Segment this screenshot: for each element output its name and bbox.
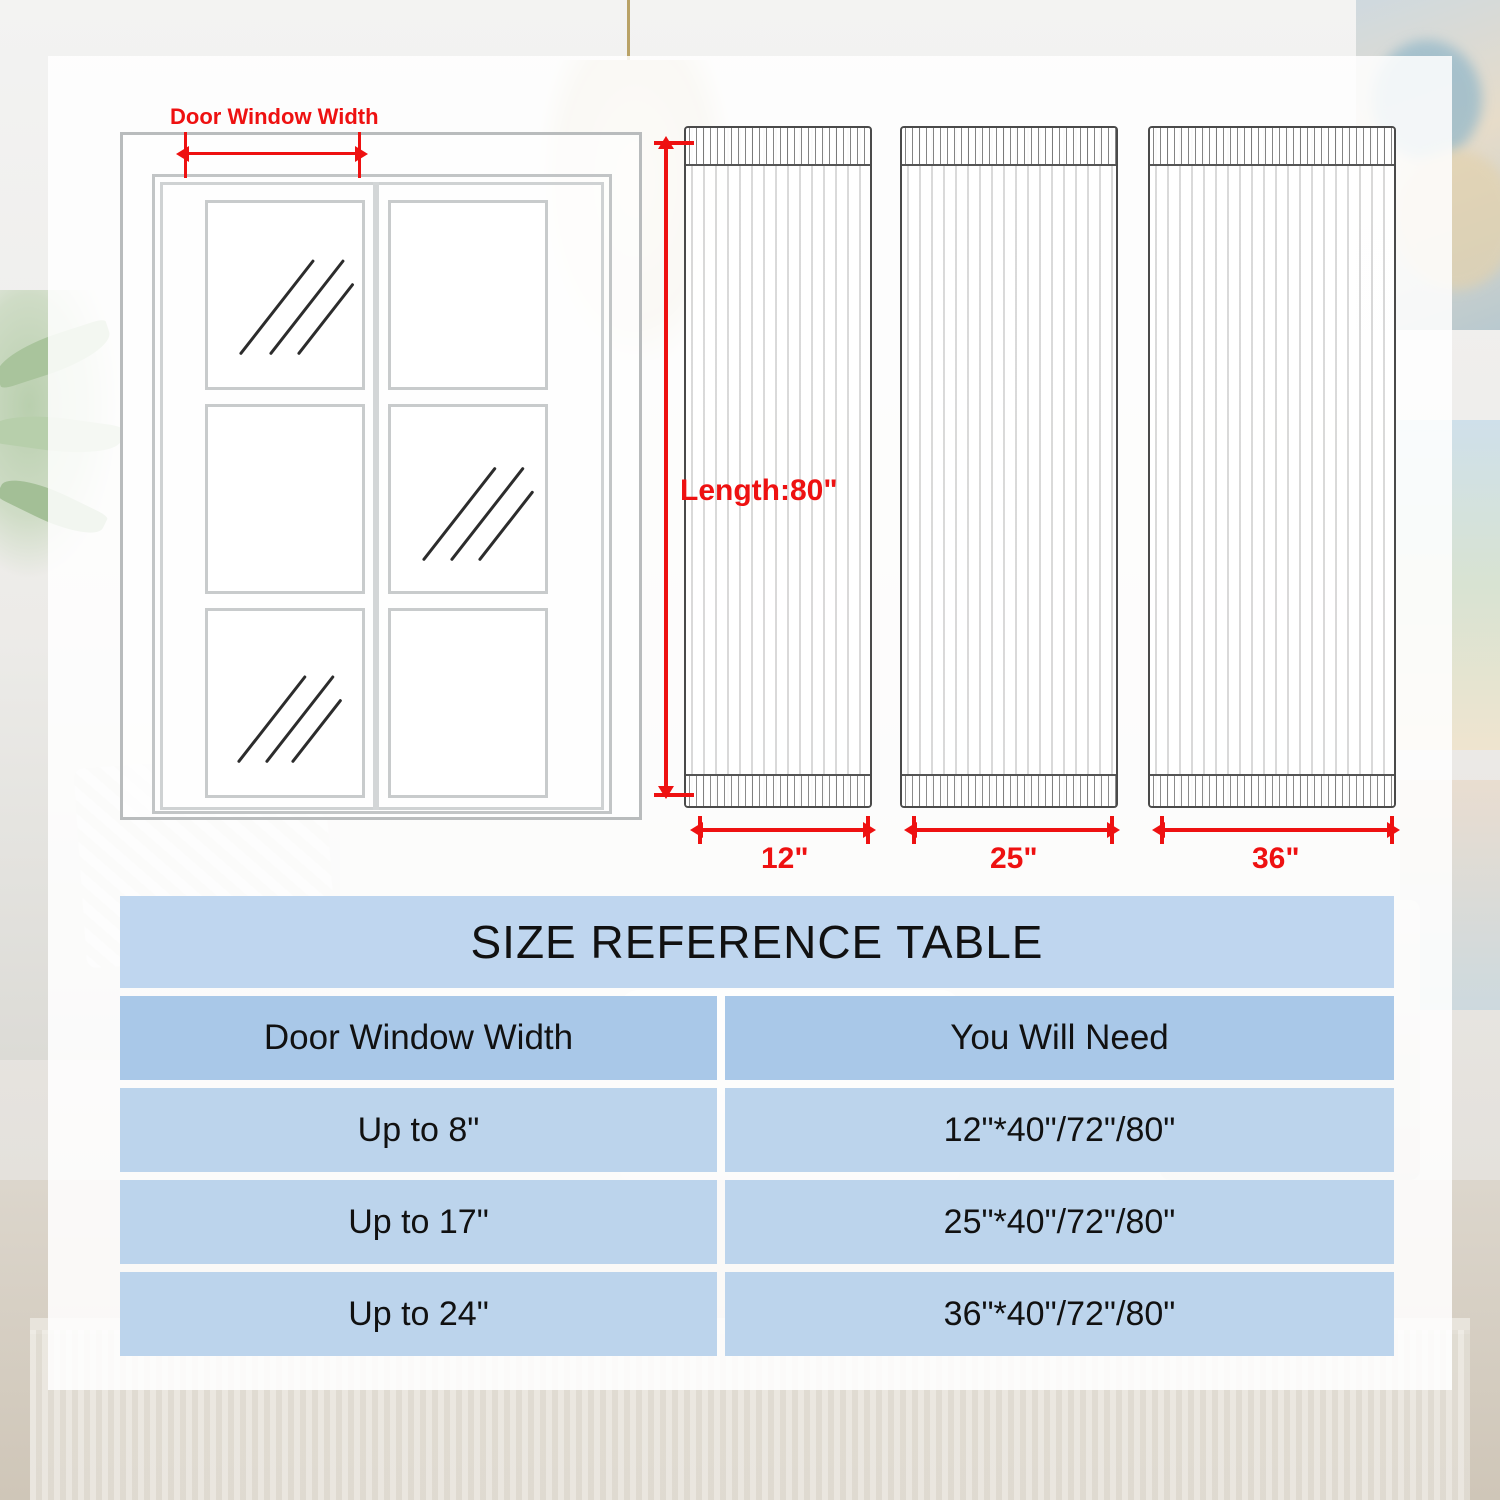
curtain-36in-arrow-right bbox=[1387, 822, 1400, 838]
table-cell-width-2: Up to 17" bbox=[120, 1180, 717, 1264]
length-line bbox=[664, 144, 668, 794]
curtain-25in-hem bbox=[902, 774, 1116, 806]
table-cell-width-1: Up to 8" bbox=[120, 1088, 717, 1172]
door-diagram bbox=[120, 132, 642, 820]
table-cell-width-3: Up to 24" bbox=[120, 1272, 717, 1356]
curtain-12in-width-label: 12" bbox=[761, 842, 809, 875]
door-pane-left-middle bbox=[205, 404, 365, 594]
curtain-25in-arrow-left bbox=[904, 822, 917, 838]
curtain-36in-width-line bbox=[1162, 828, 1390, 832]
curtain-12in-width-line bbox=[700, 828, 866, 832]
door-pane-right-middle bbox=[388, 404, 548, 594]
door-width-arrow-left bbox=[176, 146, 189, 162]
curtain-12in-arrow-left bbox=[690, 822, 703, 838]
table-row bbox=[120, 1088, 1394, 1172]
curtain-25in-width-line bbox=[914, 828, 1110, 832]
table-row bbox=[120, 1180, 1394, 1264]
door-pane-right-top bbox=[388, 200, 548, 390]
curtain-36in-hem bbox=[1150, 774, 1394, 806]
curtain-25in-arrow-right bbox=[1107, 822, 1120, 838]
door-pane-left-top bbox=[205, 200, 365, 390]
door-pane-left-bottom bbox=[205, 608, 365, 798]
size-reference-table bbox=[120, 896, 1394, 1356]
table-cell-need-3: 36"*40"/72"/80" bbox=[725, 1272, 1394, 1356]
door-pane-right-bottom bbox=[388, 608, 548, 798]
curtain-12in-hem bbox=[686, 774, 870, 806]
table-cell-need-2: 25"*40"/72"/80" bbox=[725, 1180, 1394, 1264]
length-arrow-up bbox=[658, 136, 674, 149]
door-width-label: Door Window Width bbox=[170, 104, 379, 129]
curtain-25in bbox=[900, 126, 1118, 808]
table-header-row bbox=[120, 996, 1394, 1080]
table-header-door-window-width: Door Window Width bbox=[120, 996, 717, 1080]
length-arrow-down bbox=[658, 786, 674, 799]
table-title: SIZE REFERENCE TABLE bbox=[120, 896, 1394, 988]
table-header-you-will-need: You Will Need bbox=[725, 996, 1394, 1080]
length-label: Length:80" bbox=[680, 474, 838, 507]
curtain-36in-arrow-left bbox=[1152, 822, 1165, 838]
door-mullion bbox=[373, 182, 379, 810]
curtain-36in-width-label: 36" bbox=[1252, 842, 1300, 875]
curtain-12in bbox=[684, 126, 872, 808]
curtain-12in-header bbox=[686, 128, 870, 166]
curtain-36in bbox=[1148, 126, 1396, 808]
curtain-36in-header bbox=[1150, 128, 1394, 166]
curtain-25in-header bbox=[902, 128, 1116, 166]
table-cell-need-1: 12"*40"/72"/80" bbox=[725, 1088, 1394, 1172]
door-width-line bbox=[186, 152, 358, 155]
table-row bbox=[120, 1272, 1394, 1356]
curtain-25in-width-label: 25" bbox=[990, 842, 1038, 875]
door-width-arrow-right bbox=[355, 146, 368, 162]
curtain-12in-arrow-right bbox=[863, 822, 876, 838]
